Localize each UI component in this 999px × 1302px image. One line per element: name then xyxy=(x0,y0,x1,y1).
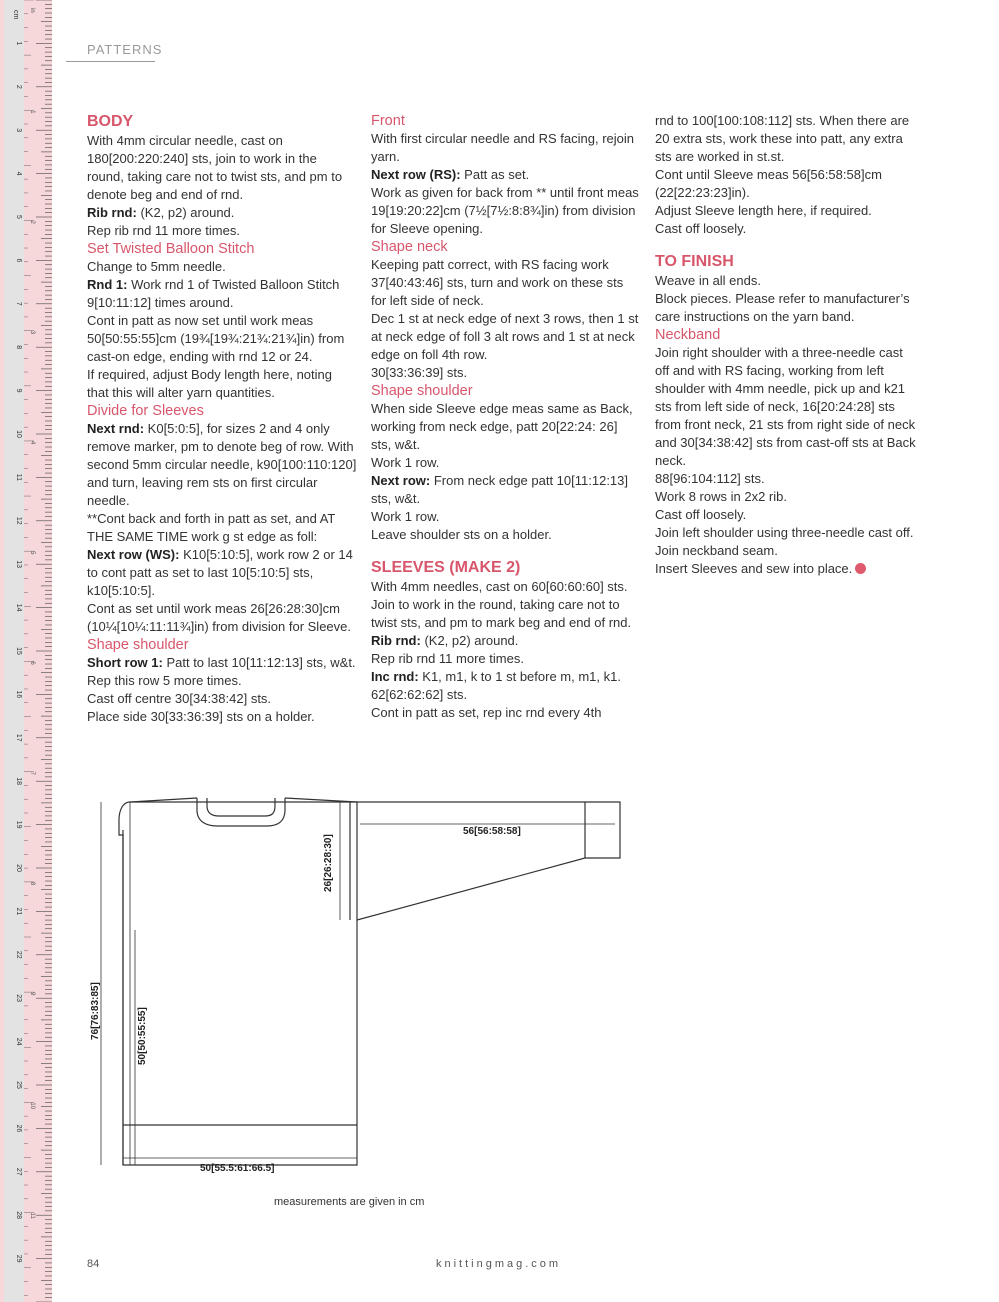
short-row-text: Patt to last 10[11:12:13] sts, w&t. xyxy=(162,655,356,670)
finish-heading: TO FINISH xyxy=(655,253,734,270)
column-front xyxy=(371,112,639,722)
ruler-cm-label: 18 xyxy=(15,777,22,786)
neckband-heading: Neckband xyxy=(655,327,721,343)
sleeve-length-label: 56[56:58:58] xyxy=(463,826,521,837)
neck-p3: 30[33:36:39] sts. xyxy=(371,365,468,380)
neckline-inner xyxy=(207,798,275,816)
next-rnd-text: K0[5:0:5], for sizes 2 and 4 only remove marker, pm to denote beg of row. With second 5mm circular needle, k90[100:110:120] and turn, leaving rem sts on first circular needle. xyxy=(87,421,357,508)
neck-p2: Dec 1 st at neck edge of next 3 rows, then 1 st at neck edge of foll 3 alt rows and 1 st at neck edge on foll 4th row. xyxy=(371,311,639,362)
ruler-inch-label: in xyxy=(29,8,35,13)
sleeves-rib-text: (K2, p2) around. xyxy=(420,633,519,648)
ruler-cm-label: 10 xyxy=(15,430,22,438)
front-work-as: Work as given for back from ** until front meas 19[19:20:22]cm (7½[7½:8:8¾]in) from division for Sleeve opening. xyxy=(371,185,639,236)
ruler-inch-label: 3 xyxy=(29,330,35,335)
ruler-inch-label: 4 xyxy=(29,440,35,445)
section-header: PATTERNS xyxy=(87,42,163,57)
front-sh-p4: Leave shoulder sts on a holder. xyxy=(371,527,552,542)
sleeves-cast-off: Cast off loosely. xyxy=(655,221,747,236)
neckband-p2: 88[96:104:112] sts. xyxy=(655,471,765,486)
shape-neck-heading: Shape neck xyxy=(371,239,448,255)
body-rnd1 xyxy=(87,276,357,312)
ruler-cm-label: 2 xyxy=(15,84,22,89)
rib-rnd-text: (K2, p2) around. xyxy=(136,205,235,220)
front-sh-p3: Work 1 row. xyxy=(371,509,440,524)
next-row-ws-text: K10[5:10:5], work row 2 or 14 to cont patt as set to last 10[5:10:5] sts, k10[5:10:5]. xyxy=(87,547,353,598)
front-heading: Front xyxy=(371,113,405,129)
sleeve-shape xyxy=(357,802,620,920)
body-place: Place side 30[33:36:39] sts on a holder. xyxy=(87,709,315,724)
ruler-inch-label: 9 xyxy=(29,992,35,996)
next-row-rs-text: Patt as set. xyxy=(460,167,530,182)
body-rep-row: Rep this row 5 more times. xyxy=(87,673,242,688)
sleeves-cont: Cont in patt as set, rep inc rnd every 4th xyxy=(371,705,602,720)
sleeves-adjust: Adjust Sleeve length here, if required. xyxy=(655,203,872,218)
inc-rnd-label: Inc rnd: xyxy=(371,669,419,684)
ruler-cm-label: 23 xyxy=(15,994,22,1003)
next-row-text: From neck edge patt 10[11:12:13] sts, w&t. xyxy=(371,473,629,506)
sleeves-rep-rib: Rep rib rnd 11 more times. xyxy=(371,651,524,666)
body-length-label: 50[50:55:55] xyxy=(137,1007,148,1065)
measurement-caption: measurements are given in cm xyxy=(274,1196,425,1208)
front-sh-p2: Work 1 row. xyxy=(371,455,440,470)
ruler-ticks xyxy=(0,0,52,1302)
next-row-label: Next row: xyxy=(371,473,431,488)
ruler-inch-label: 1 xyxy=(29,110,35,114)
neckband-p6: Insert Sleeves and sew into place. xyxy=(655,561,853,576)
ruler-cm-label: 6 xyxy=(15,258,22,263)
sleeves-inc xyxy=(371,668,639,686)
ruler-unit-label: cm xyxy=(12,10,19,20)
ruler-cm-label: 17 xyxy=(15,733,22,742)
body-cast-off: Cast off centre 30[34:38:42] sts. xyxy=(87,691,272,706)
body-cont: Cont in patt as now set until work meas 50[50:55:55]cm (19¾[19¾:21¾:21¾]in) from cast-on edge, ending with rnd 12 or 24. xyxy=(87,313,345,364)
ruler-inch-label: 8 xyxy=(29,881,35,886)
ruler-cm-label: 25 xyxy=(15,1081,22,1089)
total-length-label: 76[76:83:85] xyxy=(90,982,101,1040)
ruler-cm-label: 8 xyxy=(15,345,22,350)
body-next-rnd xyxy=(87,420,357,510)
body-next-row-ws xyxy=(87,546,357,600)
body-heading: BODY xyxy=(87,113,134,130)
yarn-ball-icon xyxy=(855,563,866,574)
rnd1-text: Work rnd 1 of Twisted Balloon Stitch 9[10:11:12] times around. xyxy=(87,277,340,310)
finish-block: Block pieces. Please refer to manufacturer’s care instructions on the yarn band. xyxy=(655,291,910,324)
ruler-inch-label: 6 xyxy=(29,661,35,665)
sleeves-cont2: rnd to 100[100:108:112] sts. When there are 20 extra sts, work these into patt, any extra sts are worked in st.st. xyxy=(655,113,910,164)
neckband-p3: Work 8 rows in 2x2 rib. xyxy=(655,489,787,504)
header-rule xyxy=(66,61,155,62)
ruler-cm-label: 27 xyxy=(15,1167,22,1176)
finish-weave: Weave in all ends. xyxy=(655,273,761,288)
ruler-cm-label: 9 xyxy=(15,388,22,393)
body-outline xyxy=(123,802,357,920)
ruler-cm-label: 14 xyxy=(15,603,22,612)
sleeves-count: 62[62:62:62] sts. xyxy=(371,687,468,702)
ruler-inch-label: 7 xyxy=(29,771,35,775)
neck-p1: Keeping patt correct, with RS facing work 37[40:43:46] sts, turn and work on these sts for left side of neck. xyxy=(371,257,624,308)
next-row-ws-label: Next row (WS): xyxy=(87,547,180,562)
ruler-cm-label: 16 xyxy=(15,690,22,699)
ruler-inch-label: 11 xyxy=(29,1212,35,1219)
column-body xyxy=(87,112,357,726)
ruler-cm-label: 7 xyxy=(15,301,22,306)
ruler-cm-label: 3 xyxy=(15,128,22,133)
rib-rnd-label: Rib rnd: xyxy=(87,205,137,220)
sleeves-heading: SLEEVES (MAKE 2) xyxy=(371,559,521,576)
front-next-row xyxy=(371,472,639,508)
ruler-cm-label: 20 xyxy=(15,864,22,872)
ruler-cm-label: 15 xyxy=(15,647,22,655)
ruler-cm-label: 4 xyxy=(15,171,22,176)
body-rep-rib: Rep rib rnd 11 more times. xyxy=(87,223,240,238)
short-row-label: Short row 1: xyxy=(87,655,163,670)
column-finish xyxy=(655,112,917,578)
twisted-balloon-heading: Set Twisted Balloon Stitch xyxy=(87,241,255,257)
rnd1-label: Rnd 1: xyxy=(87,277,128,292)
body-cont-set: Cont as set until work meas 26[26:28:30]cm (10¼[10¼:11:11¾]in) from division for Sleeve. xyxy=(87,601,351,634)
ruler-inch-label: 2 xyxy=(29,220,35,224)
body-change-needle: Change to 5mm needle. xyxy=(87,259,226,274)
width-label: 50[55.5:61:66.5] xyxy=(200,1163,275,1174)
ruler-cm-label: 5 xyxy=(15,215,22,219)
divide-sleeves-heading: Divide for Sleeves xyxy=(87,403,204,419)
inc-rnd-text: K1, m1, k to 1 st before m, m1, k1. xyxy=(418,669,621,684)
body-shape xyxy=(119,802,357,1165)
sleeves-cont3: Cont until Sleeve meas 56[56:58:58]cm (22[22:23:23]in). xyxy=(655,167,882,200)
ruler-cm-label: 24 xyxy=(15,1037,22,1046)
sleeves-rib-label: Rib rnd: xyxy=(371,633,421,648)
page-number: 84 xyxy=(87,1258,100,1270)
ruler-inch-label: 5 xyxy=(29,551,35,555)
body-rib-rnd xyxy=(87,204,357,222)
ruler-cm-label: 26 xyxy=(15,1124,22,1133)
body-short-row xyxy=(87,654,357,672)
ruler-cm-label: 12 xyxy=(15,516,22,525)
garment-schematic xyxy=(85,790,630,1180)
front-sh-p1: When side Sleeve edge meas same as Back, working from neck edge, patt 20[22:24: 26] sts, w&t. xyxy=(371,401,633,452)
armhole-depth-label: 26[26:28:30] xyxy=(323,834,334,892)
ruler-cm-label: 21 xyxy=(15,907,22,916)
next-rnd-label: Next rnd: xyxy=(87,421,145,436)
ruler-cm-label: 1 xyxy=(15,41,22,46)
body-adjust: If required, adjust Body length here, noting that this will alter yarn quantities. xyxy=(87,367,332,400)
neckband-p6-wrap xyxy=(655,560,917,578)
body-shape-shoulder-heading: Shape shoulder xyxy=(87,637,189,653)
measuring-ruler xyxy=(0,0,52,1302)
ruler-cm-label: 11 xyxy=(15,473,22,482)
ruler-cm-label: 13 xyxy=(15,560,22,569)
sleeves-p1: With 4mm needles, cast on 60[60:60:60] sts. Join to work in the round, taking care not to twist sts, and pm to mark beg and end of rnd. xyxy=(371,579,632,630)
sleeves-rib xyxy=(371,632,639,650)
body-cont-back: **Cont back and forth in patt as set, and AT THE SAME TIME work g st edge as foll: xyxy=(87,511,336,544)
neckband-p1: Join right shoulder with a three-needle cast off and with RS facing, working from left shoulder with 4mm needle, pick up and k21 sts from left side of neck, 16[20:24:28] sts from front neck, 21 sts from right side of neck and 30[34:38:42] sts from cast-off sts at Back neck. xyxy=(655,345,916,468)
neckband-p5: Join left shoulder using three-needle cast off. Join neckband seam. xyxy=(655,525,914,558)
website-url: knittingmag.com xyxy=(436,1258,562,1270)
body-cast-on: With 4mm circular needle, cast on 180[200:220:240] sts, join to work in the round, taking care not to twist sts, and pm to denote beg and end of rnd. xyxy=(87,133,343,202)
next-row-rs-label: Next row (RS): xyxy=(371,167,461,182)
front-next-row-rs xyxy=(371,166,639,184)
front-p1: With first circular needle and RS facing, rejoin yarn. xyxy=(371,131,635,164)
ruler-cm-label: 29 xyxy=(15,1254,22,1263)
ruler-cm-label: 22 xyxy=(15,950,22,959)
ruler-cm-label: 28 xyxy=(15,1211,22,1220)
neckband-p4: Cast off loosely. xyxy=(655,507,747,522)
ruler-inch-label: 10 xyxy=(29,1102,35,1110)
ruler-cm-label: 19 xyxy=(15,820,22,829)
front-shape-shoulder-heading: Shape shoulder xyxy=(371,383,473,399)
